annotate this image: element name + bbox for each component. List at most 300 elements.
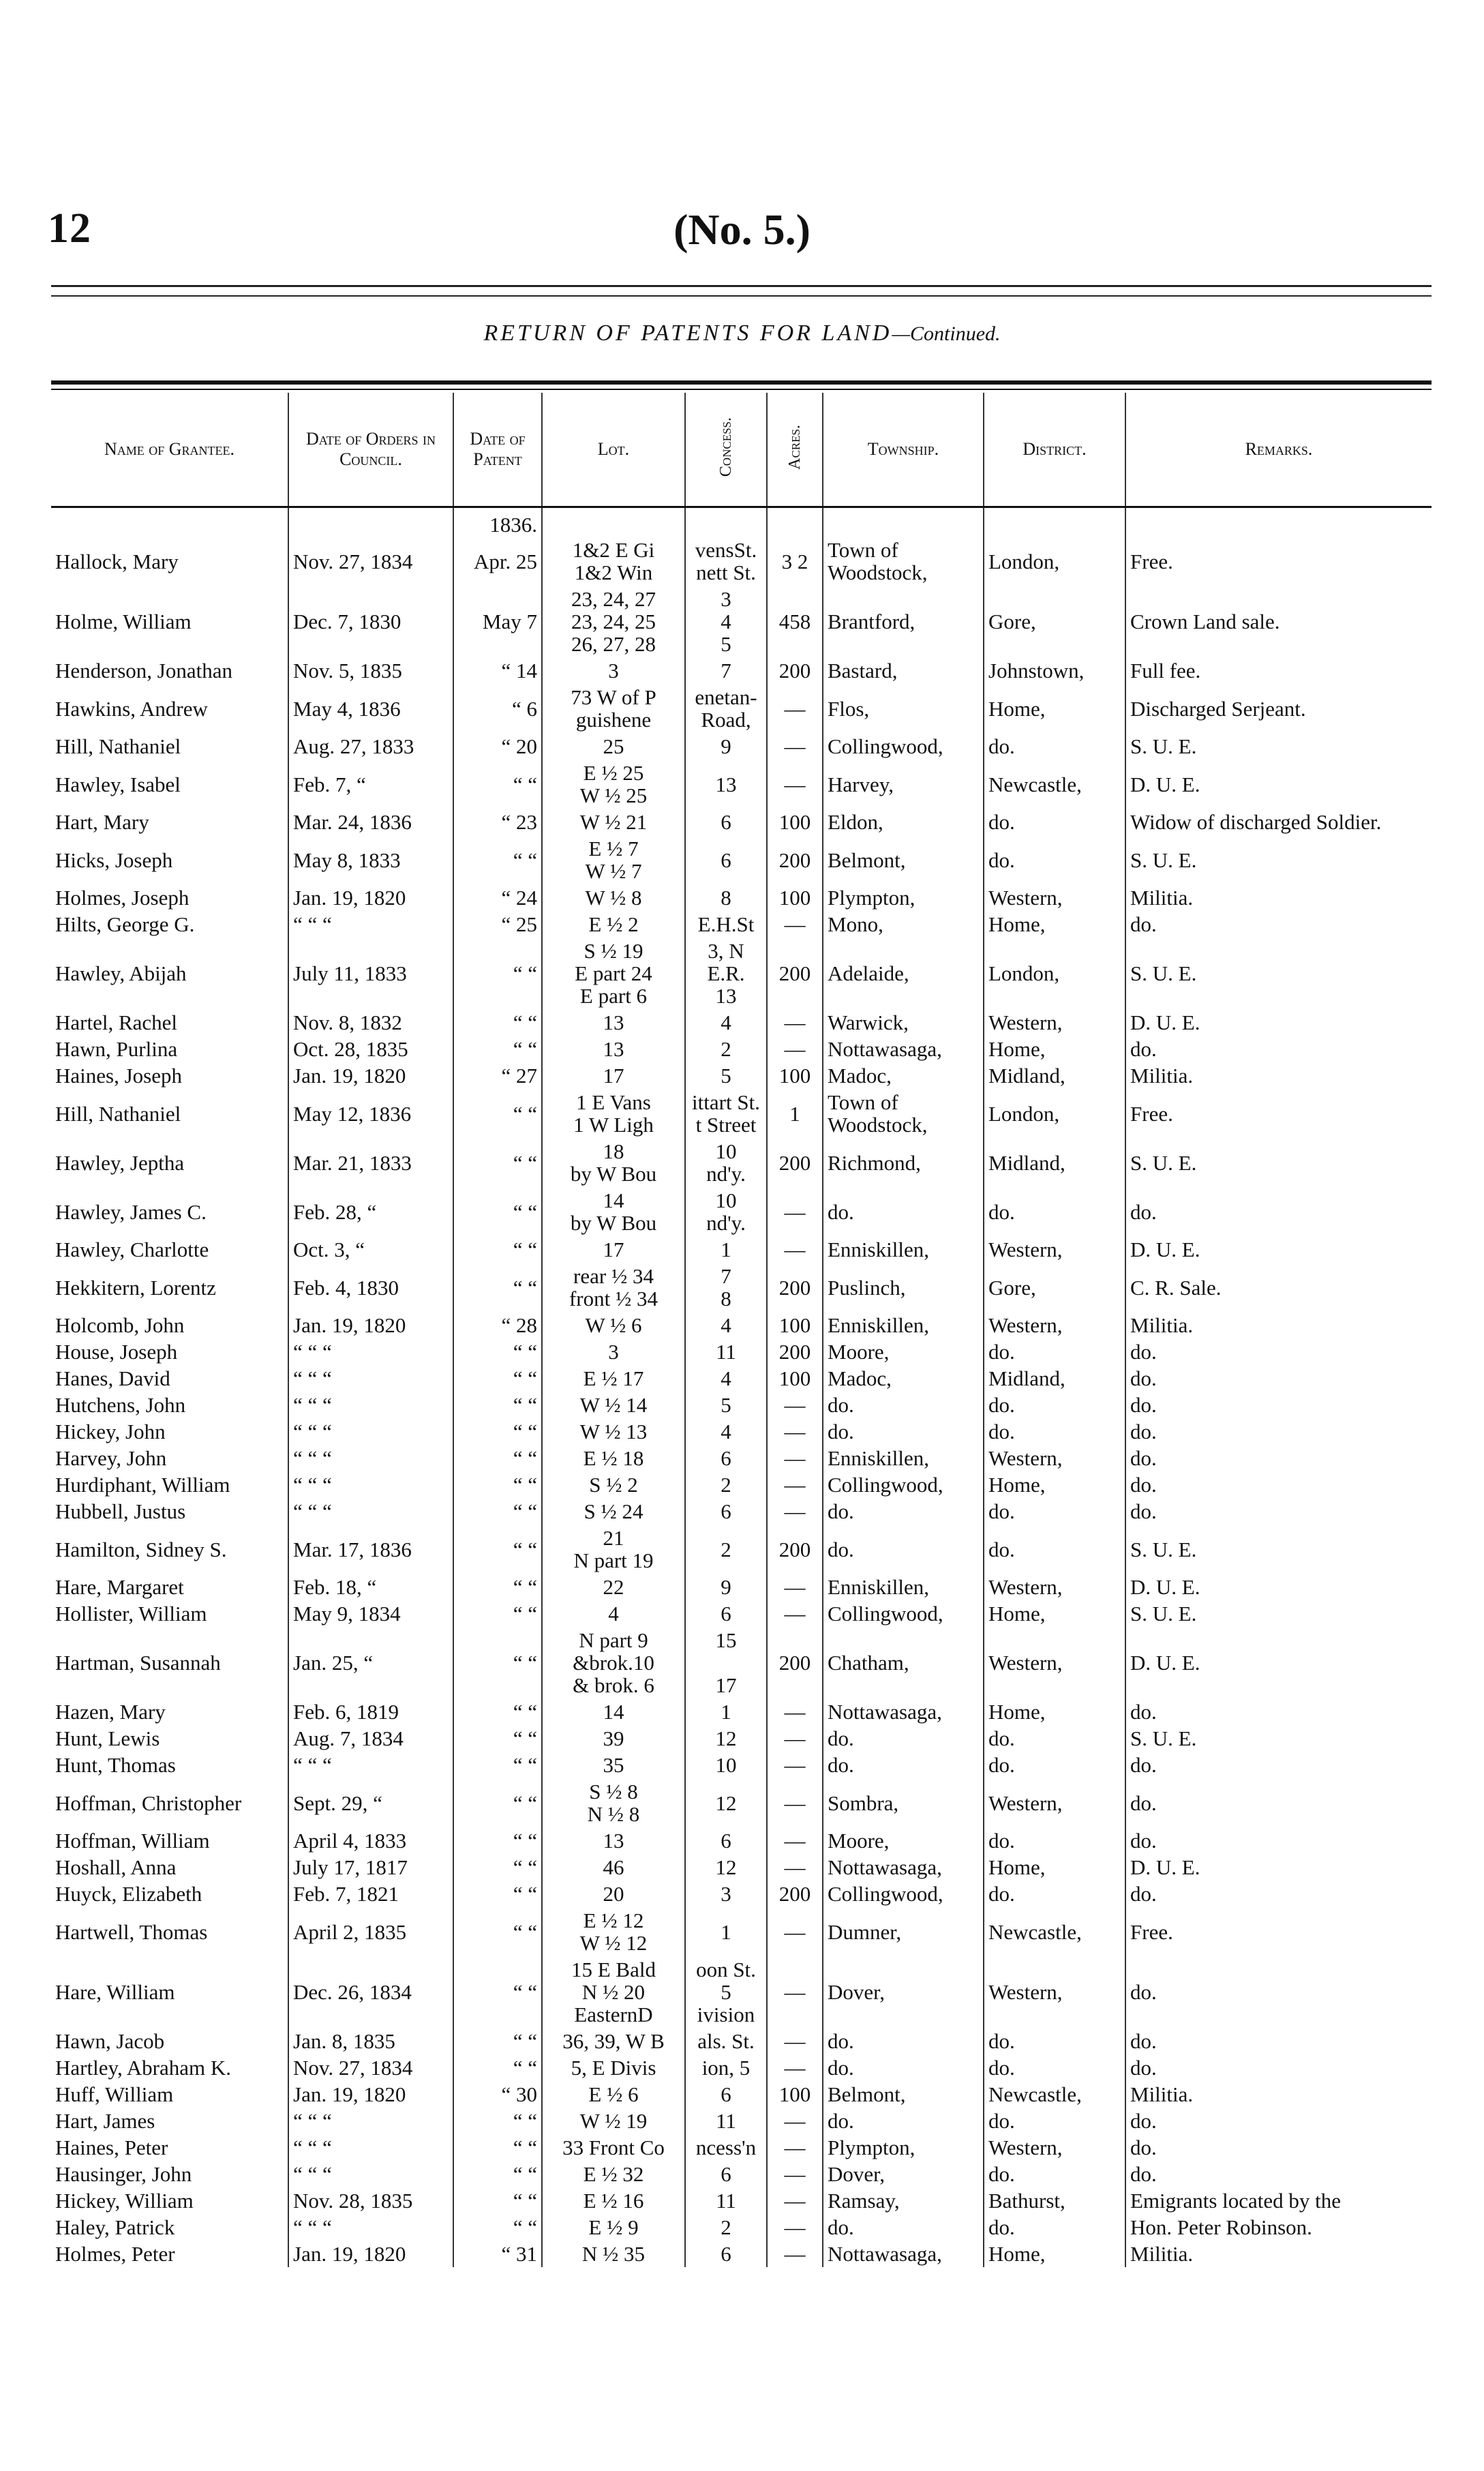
township-cell: Puslinch, [823,1263,984,1312]
grantee-name-cell: Hawley, Isabel [51,760,288,809]
header-acres [767,393,823,507]
grantee-name-cell: Hoffman, Christopher [51,1778,288,1827]
concession-cell: ittart St. t Street [685,1089,767,1138]
township-cell: Chatham, [823,1627,984,1698]
lot-cell: 21 N part 19 [542,1525,685,1574]
acres-cell: — [767,2054,823,2081]
table-row [51,1445,1432,1471]
remarks-cell: Militia. [1130,886,1194,910]
patent-date-cell: “ “ [453,2054,542,2081]
grantee-name-cell: Hoffman, William [51,1827,288,1854]
table-row [51,1698,1432,1725]
patent-date-cell: “ “ [453,1471,542,1498]
order-date-cell: “ “ “ [288,1471,453,1498]
patent-date-cell: “ “ [453,1236,542,1263]
patent-date-cell: “ “ [453,1600,542,1627]
grantee-name-cell: Hollister, William [51,1600,288,1627]
acres-cell: — [767,2161,823,2187]
table-row [51,1778,1432,1827]
acres-cell: — [767,1471,823,1498]
township-cell: Moore, [823,1827,984,1854]
acres-cell: — [767,2214,823,2241]
concession-cell: 7 8 [685,1263,767,1312]
lot-cell: 36, 39, W B [542,2028,685,2054]
patent-date-cell: “ “ [453,1956,542,2028]
remarks-cell: do. [1130,2109,1157,2133]
patent-date-cell: “ 30 [453,2081,542,2108]
lot-cell: S ½ 8 N ½ 8 [542,1778,685,1827]
township-cell: do. [823,1187,984,1236]
order-date-cell: “ “ “ [288,1338,453,1365]
district-cell: do. [984,809,1125,835]
order-date-cell: “ “ “ [288,2134,453,2161]
lot-cell: E ½ 6 [542,2081,685,2108]
township-cell: Enniskillen, [823,1312,984,1338]
header-concession-label: Concess. [717,417,735,477]
district-cell: Home, [984,1600,1125,1627]
grantee-name-cell: Hoshall, Anna [51,1854,288,1881]
remarks-cell: Militia. [1130,2242,1194,2266]
patent-date-cell: “ “ [453,1854,542,1881]
district-cell: do. [984,2054,1125,2081]
grantee-name-cell: Hurdiphant, William [51,1471,288,1498]
header-order-date: Date of Orders in Council. [288,393,453,507]
district-cell: do. [984,2214,1125,2241]
patent-date-cell: “ “ [453,1089,542,1138]
remarks-cell: D. U. E. [1130,1855,1200,1879]
grantee-name-cell: Hawkins, Andrew [51,684,288,733]
district-cell: Western, [984,1574,1125,1600]
order-date-cell: Dec. 26, 1834 [288,1956,453,2028]
table-row [51,1312,1432,1338]
lot-cell: 18 by W Bou [542,1138,685,1187]
remarks-cell: S. U. E. [1130,1537,1197,1561]
district-cell: Home, [984,1036,1125,1062]
acres-cell: 200 [767,1138,823,1187]
remarks-cell: Militia. [1130,1064,1194,1088]
patent-date-cell: “ “ [453,1187,542,1236]
order-date-cell: Nov. 27, 1834 [288,537,453,586]
district-cell: Gore, [984,586,1125,657]
township-cell: Mono, [823,911,984,938]
page-number: 12 [48,205,91,252]
township-cell: Sombra, [823,1778,984,1827]
district-cell: Western, [984,1312,1125,1338]
order-date-cell: Feb. 4, 1830 [288,1263,453,1312]
acres-cell: — [767,1187,823,1236]
township-cell: Collingwood, [823,1600,984,1627]
district-cell: do. [984,1418,1125,1445]
remarks-cell: do. [1130,1791,1157,1815]
table-title-main: RETURN OF PATENTS FOR LAND [483,320,892,346]
lot-cell: W ½ 19 [542,2108,685,2134]
remarks-cell: do. [1130,1473,1157,1497]
concession-cell: 6 [685,1498,767,1525]
remarks-cell: do. [1130,1446,1157,1470]
table-row [51,1956,1432,2028]
remarks-cell: Emigrants located by the [1130,2189,1342,2213]
patent-date-cell: “ “ [453,1418,542,1445]
concession-cell: oon St. 5 ivision [685,1956,767,2028]
grantee-name-cell: Hartwell, Thomas [51,1907,288,1956]
lot-cell: N ½ 35 [542,2241,685,2267]
lot-cell: 73 W of P guishene [542,684,685,733]
lot-cell: E ½ 12 W ½ 12 [542,1907,685,1956]
acres-cell: 200 [767,938,823,1009]
table-row [51,1627,1432,1698]
acres-cell: — [767,2241,823,2267]
township-cell: Enniskillen, [823,1236,984,1263]
table-row [51,1236,1432,1263]
patent-date-cell: “ “ [453,1445,542,1471]
concession-cell: 6 [685,809,767,835]
district-cell: Newcastle, [984,760,1125,809]
acres-cell: 1 [767,1089,823,1138]
grantee-name-cell: Hawn, Jacob [51,2028,288,2054]
header-name: Name of Grantee. [51,393,288,507]
township-cell: Nottawasaga, [823,1698,984,1725]
district-cell: Western, [984,1009,1125,1036]
district-cell: do. [984,1392,1125,1418]
concession-cell: 12 [685,1778,767,1827]
order-date-cell: July 11, 1833 [288,938,453,1009]
grantee-name-cell: Hunt, Thomas [51,1752,288,1778]
concession-cell: 6 [685,2161,767,2187]
acres-cell: — [767,1036,823,1062]
concession-cell: 2 [685,1036,767,1062]
concession-cell: 9 [685,733,767,760]
table-row [51,2054,1432,2081]
table-row [51,1089,1432,1138]
lot-cell: 1&2 E Gi 1&2 Win [542,537,685,586]
patent-date-cell: “ “ [453,1498,542,1525]
concession-cell: 3 4 5 [685,586,767,657]
table-row [51,1725,1432,1752]
remarks-cell: Free. [1130,549,1173,573]
township-cell: Enniskillen, [823,1574,984,1600]
table-row [51,2214,1432,2241]
concession-cell: 11 [685,1338,767,1365]
table-row [51,938,1432,1009]
document-number: (No. 5.) [673,205,811,254]
acres-cell: — [767,2187,823,2214]
remarks-cell: D. U. E. [1130,772,1200,796]
order-date-cell: Feb. 7, “ [288,760,453,809]
grantee-name-cell: Haley, Patrick [51,2214,288,2241]
district-cell: do. [984,2108,1125,2134]
concession-cell: 12 [685,1725,767,1752]
thin-rule [51,389,1432,390]
grantee-name-cell: Hawn, Purlina [51,1036,288,1062]
remarks-cell: S. U. E. [1130,961,1197,985]
patent-date-cell: “ “ [453,1525,542,1574]
district-cell: Newcastle, [984,2081,1125,2108]
grantee-name-cell: Hunt, Lewis [51,1725,288,1752]
table-row [51,586,1432,657]
concession-cell: 4 [685,1312,767,1338]
district-cell: do. [984,1752,1125,1778]
header-concession [685,393,767,507]
remarks-cell: do. [1130,1037,1157,1061]
grantee-name-cell: Hare, William [51,1956,288,2028]
table-row [51,2161,1432,2187]
township-cell: Madoc, [823,1062,984,1089]
table-row [51,884,1432,911]
table-row [51,1827,1432,1854]
year-spacer [288,507,453,537]
district-cell: do. [984,1187,1125,1236]
acres-cell: — [767,2028,823,2054]
grantee-name-cell: Hawley, Charlotte [51,1236,288,1263]
order-date-cell: Aug. 7, 1834 [288,1725,453,1752]
acres-cell: — [767,684,823,733]
concession-cell: 2 [685,2214,767,2241]
acres-cell: 200 [767,1525,823,1574]
order-date-cell: Jan. 19, 1820 [288,2081,453,2108]
acres-cell: — [767,1009,823,1036]
acres-cell: — [767,1600,823,1627]
township-cell: Collingwood, [823,733,984,760]
remarks-cell: Widow of discharged Soldier. [1130,810,1382,834]
patent-date-cell: “ 25 [453,911,542,938]
remarks-cell: S. U. E. [1130,1602,1197,1626]
district-cell: Newcastle, [984,1907,1125,1956]
grantee-name-cell: Holcomb, John [51,1312,288,1338]
lot-cell: 3 [542,1338,685,1365]
lot-cell: 3 [542,657,685,684]
concession-cell: 6 [685,835,767,884]
remarks-cell: Free. [1130,1919,1173,1944]
order-date-cell: May 4, 1836 [288,684,453,733]
patent-date-cell: “ “ [453,1263,542,1312]
order-date-cell: “ “ “ [288,911,453,938]
table-row [51,1752,1432,1778]
patent-date-cell: “ “ [453,2134,542,2161]
table-row [51,537,1432,586]
township-cell: Flos, [823,684,984,733]
year-row [51,507,1432,537]
grantee-name-cell: Holmes, Peter [51,2241,288,2267]
patent-date-cell: “ “ [453,1778,542,1827]
concession-cell: 6 [685,1827,767,1854]
patent-date-cell: “ “ [453,2108,542,2134]
table-row [51,1574,1432,1600]
lot-cell: 23, 24, 27 23, 24, 25 26, 27, 28 [542,586,685,657]
order-date-cell: Dec. 7, 1830 [288,586,453,657]
table-row [51,1881,1432,1907]
grantee-name-cell: Hicks, Joseph [51,835,288,884]
remarks-cell: do. [1130,1499,1157,1523]
lot-cell: 1 E Vans 1 W Ligh [542,1089,685,1138]
grantee-name-cell: Hubbell, Justus [51,1498,288,1525]
patent-date-cell: “ 31 [453,2241,542,2267]
township-cell: Collingwood, [823,1471,984,1498]
year-label: 1836. [453,507,542,537]
lot-cell: 15 E Bald N ½ 20 EasternD [542,1956,685,2028]
grantee-name-cell: Hartman, Susannah [51,1627,288,1698]
acres-cell: — [767,911,823,938]
order-date-cell: May 8, 1833 [288,835,453,884]
lot-cell: E ½ 18 [542,1445,685,1471]
patent-date-cell: “ “ [453,1627,542,1698]
remarks-cell: S. U. E. [1130,1150,1197,1175]
table-row [51,2241,1432,2267]
district-cell: do. [984,1525,1125,1574]
order-date-cell: “ “ “ [288,2214,453,2241]
year-spacer [542,507,685,537]
acres-cell: — [767,733,823,760]
lot-cell: E ½ 7 W ½ 7 [542,835,685,884]
district-cell: do. [984,733,1125,760]
order-date-cell: Feb. 7, 1821 [288,1881,453,1907]
table-title [0,320,1484,346]
patent-date-cell: “ “ [453,1827,542,1854]
table-row [51,1062,1432,1089]
lot-cell: W ½ 6 [542,1312,685,1338]
district-cell: London, [984,938,1125,1009]
concession-cell: 6 [685,2081,767,2108]
grantee-name-cell: Haines, Peter [51,2134,288,2161]
table-row [51,1138,1432,1187]
grantee-name-cell: Hart, Mary [51,809,288,835]
township-cell: do. [823,1498,984,1525]
district-cell: do. [984,1827,1125,1854]
township-cell: Town of Woodstock, [823,537,984,586]
lot-cell: W ½ 13 [542,1418,685,1445]
concession-cell: 4 [685,1365,767,1392]
patent-date-cell: “ 28 [453,1312,542,1338]
grantee-name-cell: Harvey, John [51,1445,288,1471]
township-cell: do. [823,1418,984,1445]
concession-cell: 4 [685,1418,767,1445]
remarks-cell: D. U. E. [1130,1651,1200,1675]
patent-date-cell: “ “ [453,1036,542,1062]
concession-cell: 1 [685,1698,767,1725]
district-cell: do. [984,835,1125,884]
lot-cell: 13 [542,1036,685,1062]
township-cell: Adelaide, [823,938,984,1009]
remarks-cell: Hon. Peter Robinson. [1130,2215,1312,2239]
table-row [51,733,1432,760]
township-cell: Dover, [823,2161,984,2187]
grantee-name-cell: Hartel, Rachel [51,1009,288,1036]
order-date-cell: Feb. 28, “ [288,1187,453,1236]
township-cell: Collingwood, [823,1881,984,1907]
order-date-cell: “ “ “ [288,1418,453,1445]
remarks-cell: do. [1130,1700,1157,1724]
remarks-cell: S. U. E. [1130,734,1197,758]
patent-date-cell: “ “ [453,1338,542,1365]
lot-cell: W ½ 21 [542,809,685,835]
table-body [51,507,1432,2268]
district-cell: Western, [984,884,1125,911]
remarks-cell: S. U. E. [1130,1726,1197,1750]
order-date-cell: April 4, 1833 [288,1827,453,1854]
grantee-name-cell: Hutchens, John [51,1392,288,1418]
lot-cell: S ½ 19 E part 24 E part 6 [542,938,685,1009]
remarks-cell: D. U. E. [1130,1010,1200,1034]
district-cell: Midland, [984,1365,1125,1392]
district-cell: do. [984,2161,1125,2187]
lot-cell: 35 [542,1752,685,1778]
remarks-cell: do. [1130,2162,1157,2186]
lot-cell: E ½ 17 [542,1365,685,1392]
township-cell: do. [823,2054,984,2081]
table-row [51,1338,1432,1365]
concession-cell: 12 [685,1854,767,1881]
acres-cell: 200 [767,1881,823,1907]
top-rule [51,285,1432,297]
district-cell: London, [984,537,1125,586]
patent-date-cell: “ “ [453,1907,542,1956]
table-row [51,684,1432,733]
table-row [51,1907,1432,1956]
grantee-name-cell: Hickey, William [51,2187,288,2214]
order-date-cell: “ “ “ [288,1445,453,1471]
acres-cell: 200 [767,657,823,684]
order-date-cell: Mar. 21, 1833 [288,1138,453,1187]
patent-date-cell: May 7 [453,586,542,657]
acres-cell: 458 [767,586,823,657]
township-cell: do. [823,2214,984,2241]
district-cell: Midland, [984,1138,1125,1187]
order-date-cell: Aug. 27, 1833 [288,733,453,760]
patent-date-cell: “ “ [453,760,542,809]
patent-date-cell: “ “ [453,1138,542,1187]
table-title-suffix: —Continued. [892,323,1001,345]
table-row [51,1009,1432,1036]
grantee-name-cell: Haines, Joseph [51,1062,288,1089]
acres-cell: 200 [767,1627,823,1698]
table-row [51,1471,1432,1498]
table-row [51,1600,1432,1627]
grantee-name-cell: Hazen, Mary [51,1698,288,1725]
patent-date-cell: “ 20 [453,733,542,760]
district-cell: Western, [984,1778,1125,1827]
acres-cell: — [767,1854,823,1881]
header-district: District. [984,393,1125,507]
remarks-cell: do. [1130,2056,1157,2080]
patent-date-cell: “ “ [453,1725,542,1752]
table-row [51,657,1432,684]
remarks-cell: do. [1130,1366,1157,1390]
patent-date-cell: “ “ [453,1881,542,1907]
concession-cell: 7 [685,657,767,684]
acres-cell: 200 [767,1338,823,1365]
remarks-cell: Full fee. [1130,659,1201,683]
district-cell: do. [984,1881,1125,1907]
remarks-cell: do. [1130,1420,1157,1443]
order-date-cell: “ “ “ [288,1392,453,1418]
patent-date-cell: “ “ [453,1574,542,1600]
district-cell: Gore, [984,1263,1125,1312]
concession-cell: 4 [685,1009,767,1036]
township-cell: do. [823,1392,984,1418]
concession-cell: 6 [685,1600,767,1627]
lot-cell: 13 [542,1009,685,1036]
grantee-name-cell: House, Joseph [51,1338,288,1365]
grantee-name-cell: Hawley, Jeptha [51,1138,288,1187]
concession-cell: 3, N E.R. 13 [685,938,767,1009]
acres-cell: 100 [767,2081,823,2108]
remarks-cell: do. [1130,1340,1157,1364]
remarks-cell: do. [1130,1199,1157,1224]
concession-cell: 6 [685,1445,767,1471]
table-row [51,760,1432,809]
grantee-name-cell: Hallock, Mary [51,537,288,586]
township-cell: Madoc, [823,1365,984,1392]
grantee-name-cell: Hare, Margaret [51,1574,288,1600]
